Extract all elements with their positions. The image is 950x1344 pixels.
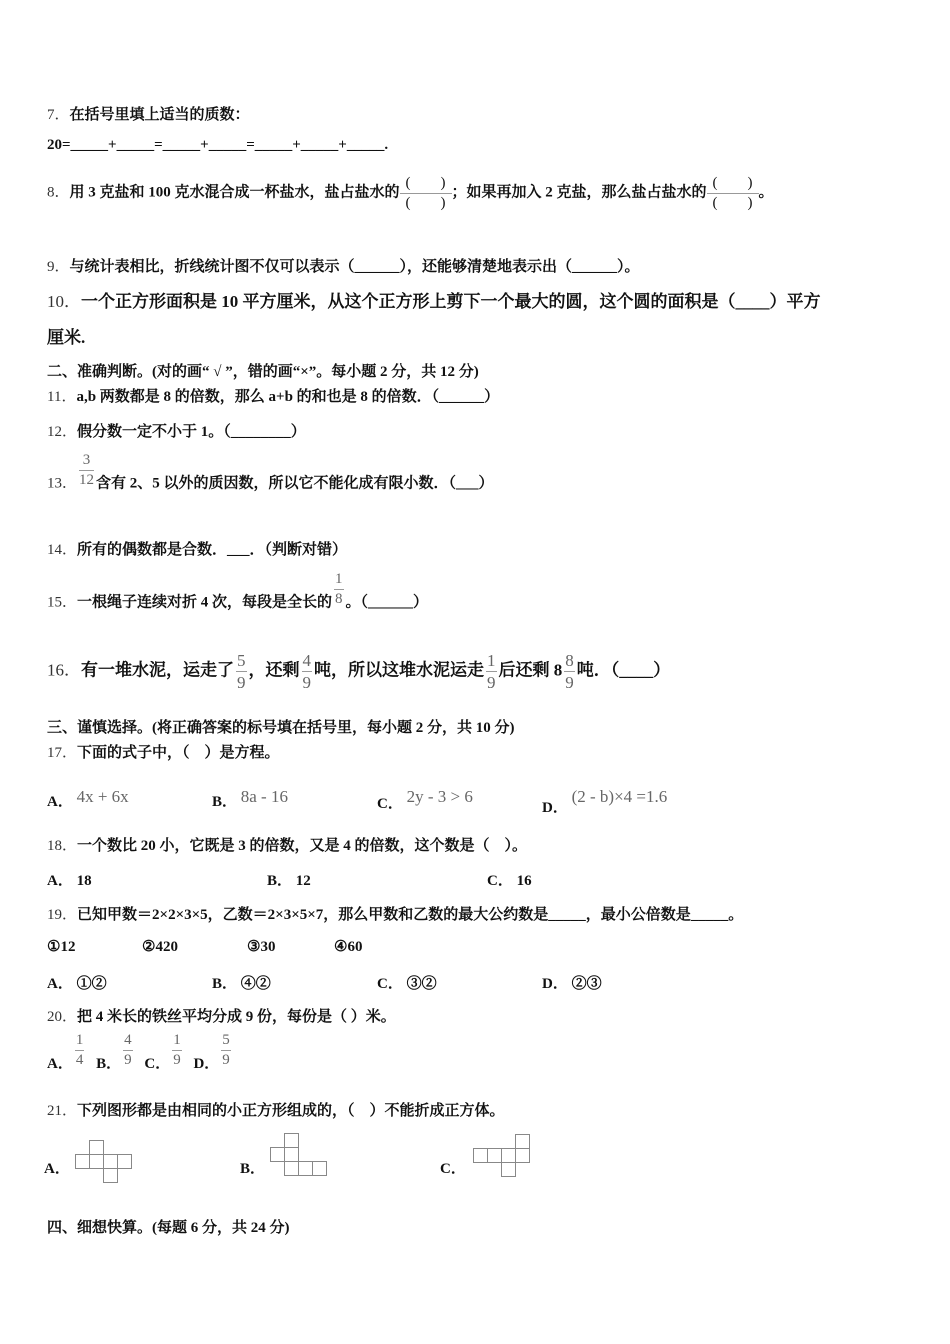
option-label: C． bbox=[377, 976, 403, 992]
option-value: ①② bbox=[76, 976, 107, 992]
option-label: C． bbox=[487, 873, 513, 889]
option-value: (2 - b)×4 =1.6 bbox=[571, 787, 668, 806]
option-label: B． bbox=[212, 794, 238, 810]
option-d[interactable] bbox=[193, 1032, 232, 1072]
q-text: 所有的偶数都是合数．___．（判断对错） bbox=[77, 542, 348, 558]
q-text: 后还剩 8 bbox=[498, 660, 563, 680]
fraction bbox=[221, 1031, 231, 1070]
q-number: 10． bbox=[47, 292, 81, 311]
question-9 bbox=[47, 255, 640, 276]
choice-4: ④60 bbox=[334, 939, 363, 955]
option-b[interactable] bbox=[267, 869, 311, 890]
net-square bbox=[312, 1161, 327, 1176]
option-c[interactable] bbox=[487, 869, 532, 890]
q-text: 有一堆水泥，运走了 bbox=[81, 660, 234, 680]
option-value: 8a - 16 bbox=[240, 787, 288, 806]
option-value: 16 bbox=[516, 873, 532, 889]
fraction-denominator: 12 bbox=[79, 471, 95, 488]
q20-options bbox=[47, 1031, 233, 1073]
option-b[interactable] bbox=[96, 1032, 135, 1072]
option-label: B． bbox=[267, 873, 293, 889]
q-text: 已知甲数＝2×2×3×5，乙数＝2×3×5×7，那么甲数和乙数的最大公约数是_____，最小公倍数是_____。 bbox=[77, 907, 744, 923]
question-11 bbox=[47, 385, 499, 406]
q-number: 16． bbox=[47, 660, 81, 680]
choice-3: ③30 bbox=[247, 939, 276, 955]
q-text: 一个正方形面积是 10 平方厘米，从这个正方形上剪下一个最大的圆，这个圆的面积是（____）平方 bbox=[81, 292, 821, 311]
section-2-heading: 二、准确判断。(对的画“ √ ”，错的画“×”。每小题 2 分，共 12 分) bbox=[47, 364, 479, 380]
option-label: B． bbox=[212, 976, 238, 992]
q7-equation: 20=_____+_____=_____+_____=_____+_____+_____. bbox=[47, 137, 389, 153]
fraction-numerator: 1 bbox=[486, 650, 497, 672]
option-d[interactable] bbox=[542, 972, 602, 993]
question-7 bbox=[47, 103, 250, 124]
blank-fraction[interactable] bbox=[400, 174, 452, 213]
option-c[interactable] bbox=[144, 1032, 183, 1072]
q-number: 21． bbox=[47, 1103, 78, 1119]
fraction bbox=[302, 650, 313, 694]
fraction-denominator: 9 bbox=[487, 673, 496, 693]
question-14 bbox=[47, 538, 347, 559]
choice-2: ②420 bbox=[142, 939, 178, 955]
q-text: 下面的式子中，（ ）是方程。 bbox=[77, 745, 280, 761]
q-text: 用 3 克盐和 100 克水混合成一杯盐水，盐占盐水的 bbox=[69, 184, 400, 201]
fraction-denominator: 9 bbox=[237, 673, 246, 693]
fraction-denominator: 4 bbox=[75, 1051, 84, 1068]
q-text: 一个数比 20 小，它既是 3 的倍数，又是 4 的倍数，这个数是（ ）。 bbox=[77, 838, 528, 854]
option-a[interactable] bbox=[47, 869, 92, 890]
fraction bbox=[486, 650, 497, 694]
net-square bbox=[75, 1154, 90, 1169]
fraction-denominator: 9 bbox=[302, 673, 311, 693]
q-text: 。（______） bbox=[345, 594, 429, 611]
net-square bbox=[270, 1147, 285, 1162]
question-12 bbox=[47, 420, 306, 441]
net-square bbox=[501, 1148, 516, 1163]
option-a[interactable] bbox=[47, 787, 129, 811]
fraction bbox=[123, 1031, 133, 1070]
option-value: 12 bbox=[295, 873, 311, 889]
question-15 bbox=[47, 570, 428, 612]
q-text: 与统计表相比，折线统计图不仅可以表示（______），还能够清楚地表示出（______）。 bbox=[69, 259, 640, 275]
option-label: C． bbox=[377, 796, 403, 812]
question-18 bbox=[47, 834, 527, 855]
fraction bbox=[172, 1031, 182, 1070]
option-value: 18 bbox=[76, 873, 92, 889]
net-square bbox=[89, 1140, 104, 1155]
fraction-numerator: 4 bbox=[123, 1031, 133, 1051]
q-number: 11． bbox=[47, 389, 77, 405]
option-c[interactable] bbox=[377, 972, 437, 993]
q-number: 8． bbox=[47, 184, 70, 201]
option-b[interactable] bbox=[212, 972, 271, 993]
blank-fraction[interactable] bbox=[707, 174, 759, 213]
fraction-numerator: 5 bbox=[236, 650, 247, 672]
option-label: D． bbox=[542, 800, 568, 816]
q-text: ；如果再加入 2 克盐，那么盐占盐水的 bbox=[451, 184, 707, 201]
option-label: A． bbox=[47, 873, 73, 889]
q-number: 7． bbox=[47, 107, 70, 123]
question-16 bbox=[47, 650, 670, 694]
q-number: 12． bbox=[47, 424, 78, 440]
section-4-heading: 四、细想快算。(每题 6 分，共 24 分) bbox=[47, 1220, 290, 1236]
fraction-numerator: 1 bbox=[334, 570, 344, 590]
net-square bbox=[284, 1161, 299, 1176]
fraction bbox=[75, 1031, 85, 1070]
fraction-numerator: 8 bbox=[564, 650, 575, 672]
question-19 bbox=[47, 903, 743, 924]
option-label: A． bbox=[47, 976, 73, 992]
net-square bbox=[89, 1154, 104, 1169]
net-square bbox=[103, 1168, 118, 1183]
option-label: D． bbox=[193, 1055, 220, 1072]
net-square bbox=[298, 1161, 313, 1176]
option-value: ②③ bbox=[571, 976, 602, 992]
option-b-label[interactable]: B． bbox=[240, 1161, 266, 1177]
fraction-denominator: 9 bbox=[124, 1051, 132, 1068]
section-3-heading: 三、谨慎选择。(将正确答案的标号填在括号里，每小题 2 分，共 10 分) bbox=[47, 720, 515, 736]
fraction bbox=[236, 650, 247, 694]
question-8 bbox=[47, 174, 774, 213]
q-text: 假分数一定不小于 1。（________） bbox=[77, 424, 306, 440]
q-text: 含有 2、5 以外的质因数，所以它不能化成有限小数．（___） bbox=[96, 475, 494, 492]
q-text: 把 4 米长的铁丝平均分成 9 份，每份是（ ）米。 bbox=[77, 1009, 396, 1025]
fraction-denominator: 9 bbox=[222, 1051, 230, 1068]
fraction-numerator: 3 bbox=[79, 451, 94, 471]
option-c[interactable] bbox=[377, 787, 473, 813]
q-text: 吨，所以这堆水泥运走 bbox=[314, 660, 484, 680]
q-number: 18． bbox=[47, 838, 78, 854]
option-a[interactable] bbox=[47, 1032, 86, 1072]
question-20 bbox=[47, 1005, 396, 1026]
q-text: 在括号里填上适当的质数： bbox=[69, 107, 250, 123]
question-13 bbox=[47, 451, 494, 493]
option-a-label[interactable]: A． bbox=[44, 1161, 70, 1177]
fraction-denominator: 9 bbox=[565, 673, 574, 693]
q-text: 。 bbox=[758, 184, 774, 201]
q-number: 15． bbox=[47, 594, 78, 611]
q-number: 9． bbox=[47, 259, 70, 275]
q-text: 吨．（____） bbox=[576, 660, 671, 680]
net-square bbox=[284, 1133, 299, 1148]
net-square bbox=[501, 1162, 516, 1177]
q-text: 一根绳子连续对折 4 次，每段是全长的 bbox=[77, 594, 333, 611]
option-label: C． bbox=[144, 1055, 171, 1072]
fraction-denominator: ( ) bbox=[405, 194, 446, 211]
q-number: 19． bbox=[47, 907, 78, 923]
net-square bbox=[487, 1148, 502, 1163]
q-number: 13． bbox=[47, 475, 78, 492]
question-17 bbox=[47, 741, 280, 762]
q-text: ，还剩 bbox=[248, 660, 300, 680]
q-number: 14． bbox=[47, 542, 78, 558]
fraction-numerator: 4 bbox=[302, 650, 313, 672]
option-d[interactable] bbox=[542, 787, 667, 817]
option-value: ④② bbox=[240, 976, 271, 992]
net-square bbox=[117, 1154, 132, 1169]
fraction bbox=[79, 451, 94, 490]
choice-1: ①12 bbox=[47, 939, 76, 955]
net-square bbox=[473, 1148, 488, 1163]
fraction-numerator: ( ) bbox=[707, 174, 759, 194]
q-number: 20． bbox=[47, 1009, 78, 1025]
option-label: D． bbox=[542, 976, 568, 992]
net-square bbox=[284, 1147, 299, 1162]
option-c-label[interactable]: C． bbox=[440, 1161, 466, 1177]
net-square bbox=[103, 1154, 118, 1169]
option-label: A． bbox=[47, 1055, 73, 1072]
option-label: B． bbox=[96, 1055, 122, 1072]
option-b[interactable] bbox=[212, 787, 288, 811]
option-value: ③② bbox=[406, 976, 437, 992]
fraction-denominator: 9 bbox=[173, 1051, 181, 1068]
fraction-numerator: 5 bbox=[221, 1031, 231, 1051]
fraction bbox=[334, 570, 344, 609]
q-text: 下列图形都是由相同的小正方形组成的，（ ）不能折成正方体。 bbox=[77, 1103, 505, 1119]
fraction-denominator: ( ) bbox=[712, 194, 753, 211]
net-square bbox=[515, 1134, 530, 1149]
question-21 bbox=[47, 1099, 505, 1120]
fraction-numerator: ( ) bbox=[400, 174, 452, 194]
option-value: 4x + 6x bbox=[76, 787, 129, 806]
option-a[interactable] bbox=[47, 972, 107, 993]
fraction-numerator: 1 bbox=[172, 1031, 182, 1051]
fraction bbox=[564, 650, 575, 694]
q10-line2: 厘米. bbox=[47, 328, 86, 347]
fraction-numerator: 1 bbox=[75, 1031, 85, 1051]
question-10 bbox=[47, 287, 821, 312]
q-number: 17． bbox=[47, 745, 78, 761]
fraction-denominator: 8 bbox=[335, 590, 343, 607]
option-value: 2y - 3 > 6 bbox=[406, 787, 473, 806]
q-text: a,b 两数都是 8 的倍数，那么 a+b 的和也是 8 的倍数．（______） bbox=[76, 389, 500, 405]
option-label: A． bbox=[47, 794, 73, 810]
net-square bbox=[515, 1148, 530, 1163]
